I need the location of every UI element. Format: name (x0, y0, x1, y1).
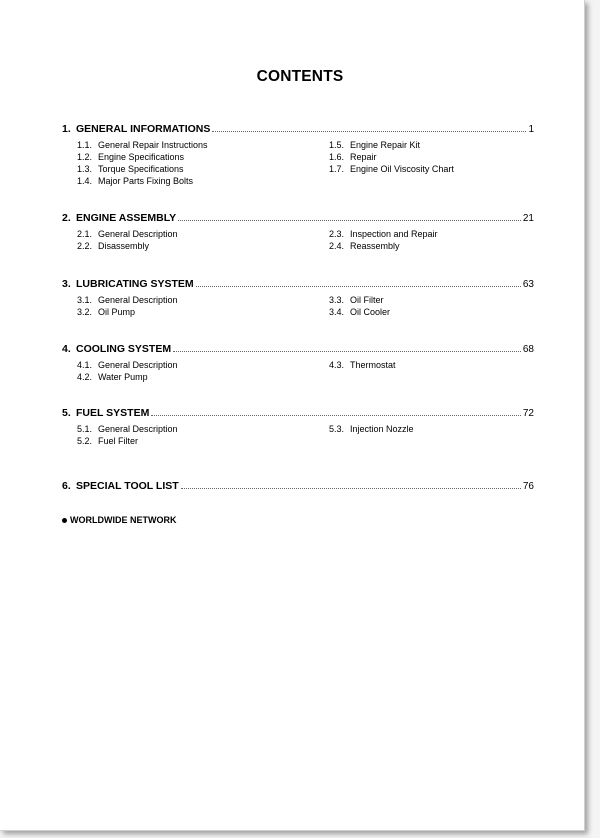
section-page-number: 68 (522, 344, 534, 355)
toc-heading[interactable] (62, 342, 534, 356)
toc-subitem[interactable] (77, 240, 178, 252)
subitem-label: Disassembly (98, 241, 150, 251)
section-number: 1. (62, 123, 71, 135)
section-page-number: 76 (522, 481, 534, 492)
subitem-label: Injection Nozzle (350, 424, 414, 434)
toc-subitem[interactable] (329, 139, 454, 151)
subitem-number: 1.5. (329, 140, 345, 150)
worldwide-network-label: WORLDWIDE NETWORK (70, 515, 177, 525)
dot-leader (212, 122, 526, 132)
subitem-label: General Repair Instructions (98, 140, 208, 150)
section-title: FUEL SYSTEM (76, 407, 150, 419)
subitem-number: 5.1. (77, 424, 93, 434)
toc-subitem[interactable] (77, 359, 178, 371)
subitem-number: 4.2. (77, 372, 93, 382)
toc-heading[interactable] (62, 479, 534, 493)
subitem-number: 5.3. (329, 424, 345, 434)
toc-subitem[interactable] (329, 306, 390, 318)
toc-subitem[interactable] (77, 294, 178, 306)
subitem-number: 3.2. (77, 307, 93, 317)
dot-leader (151, 406, 521, 416)
toc-heading[interactable] (62, 277, 534, 291)
subitem-number: 4.1. (77, 360, 93, 370)
toc-subitem[interactable] (77, 435, 178, 447)
toc-section-special-tool-list (62, 479, 534, 493)
section-number: 3. (62, 278, 71, 290)
subitem-number: 3.4. (329, 307, 345, 317)
subitem-number: 1.7. (329, 164, 345, 174)
toc-section-engine-assembly (62, 211, 534, 251)
subitem-number: 5.2. (77, 436, 93, 446)
section-number: 5. (62, 407, 71, 419)
subsection-column-left (77, 359, 178, 383)
section-title: LUBRICATING SYSTEM (76, 278, 194, 290)
subitem-label: Inspection and Repair (350, 229, 438, 239)
dot-leader (178, 211, 521, 221)
section-page-number: 72 (522, 408, 534, 419)
subitem-number: 3.1. (77, 295, 93, 305)
dot-leader (181, 479, 521, 489)
subitem-number: 1.2. (77, 152, 93, 162)
subitem-label: Torque Specifications (98, 164, 184, 174)
subsection-column-right (329, 359, 396, 371)
toc-heading[interactable] (62, 122, 534, 136)
subsection-column-right (329, 228, 438, 252)
subsection-column-left (77, 228, 178, 252)
section-title: SPECIAL TOOL LIST (76, 480, 179, 492)
subitem-number: 2.4. (329, 241, 345, 251)
subitem-number: 1.6. (329, 152, 345, 162)
subitem-label: Engine Specifications (98, 152, 185, 162)
section-number: 6. (62, 480, 71, 492)
dot-leader (196, 277, 521, 287)
subitem-label: General Description (98, 229, 178, 239)
dot-leader (173, 342, 521, 352)
worldwide-network-note (62, 515, 176, 525)
toc-subitem[interactable] (329, 423, 414, 435)
subitem-label: Oil Filter (350, 295, 384, 305)
subitem-label: Oil Cooler (350, 307, 391, 317)
toc-subitem[interactable] (329, 163, 454, 175)
subitem-label: General Description (98, 295, 178, 305)
subitem-label: Repair (350, 152, 377, 162)
subsection-column-right (329, 139, 454, 175)
toc-section-cooling-system (62, 342, 534, 382)
subitem-number: 1.4. (77, 176, 93, 186)
section-title: GENERAL INFORMATIONS (76, 123, 211, 135)
section-page-number: 1 (528, 124, 534, 135)
subitem-label: Oil Pump (98, 307, 136, 317)
subitem-number: 2.2. (77, 241, 93, 251)
toc-subitem[interactable] (77, 139, 208, 151)
subitem-label: General Description (98, 360, 178, 370)
subitem-number: 1.3. (77, 164, 93, 174)
bullet-icon (62, 518, 67, 523)
subitem-label: General Description (98, 424, 178, 434)
subsection-column-left (77, 139, 208, 187)
subsection-column-left (77, 423, 178, 447)
toc-subitem[interactable] (329, 228, 438, 240)
subitem-label: Fuel Filter (98, 436, 139, 446)
subsection-column-right (329, 294, 390, 318)
subitem-label: Thermostat (350, 360, 396, 370)
toc-subitem[interactable] (77, 371, 178, 383)
toc-section-general-informations (62, 122, 534, 186)
section-title: ENGINE ASSEMBLY (76, 212, 177, 224)
section-number: 2. (62, 212, 71, 224)
toc-subitem[interactable] (329, 294, 390, 306)
section-page-number: 63 (522, 279, 534, 290)
toc-subitem[interactable] (77, 423, 178, 435)
section-number: 4. (62, 343, 71, 355)
section-page-number: 21 (522, 213, 534, 224)
subitem-number: 2.3. (329, 229, 345, 239)
toc-subitem[interactable] (329, 359, 396, 371)
toc-section-fuel-system (62, 406, 534, 446)
subsection-column-right (329, 423, 414, 435)
subitem-label: Reassembly (350, 241, 400, 251)
subitem-label: Major Parts Fixing Bolts (98, 176, 194, 186)
subitem-label: Engine Oil Viscosity Chart (350, 164, 454, 174)
toc-subitem[interactable] (77, 163, 208, 175)
toc-subitem[interactable] (77, 175, 208, 187)
toc-subitem[interactable] (329, 240, 438, 252)
subitem-number: 3.3. (329, 295, 345, 305)
section-title: COOLING SYSTEM (76, 343, 172, 355)
toc-subitem[interactable] (77, 151, 208, 163)
page-title: CONTENTS (256, 68, 344, 85)
toc-heading[interactable] (62, 406, 534, 420)
toc-subitem[interactable] (77, 228, 178, 240)
toc-subitem[interactable] (329, 151, 454, 163)
subitem-number: 4.3. (329, 360, 345, 370)
subitem-label: Engine Repair Kit (350, 140, 421, 150)
subitem-number: 1.1. (77, 140, 93, 150)
toc-heading[interactable] (62, 211, 534, 225)
subsection-column-left (77, 294, 178, 318)
toc-section-lubricating-system (62, 277, 534, 317)
subitem-label: Water Pump (98, 372, 148, 382)
toc-subitem[interactable] (77, 306, 178, 318)
subitem-number: 2.1. (77, 229, 93, 239)
